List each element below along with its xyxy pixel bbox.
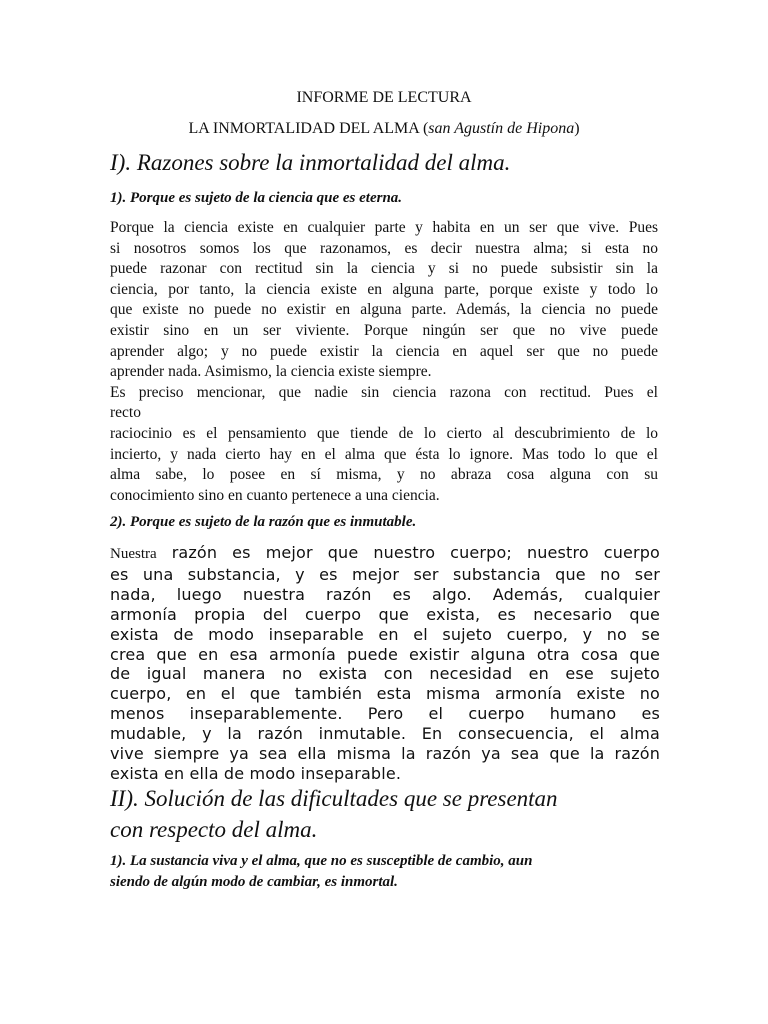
- paragraph-line: que existe no puede no existir en alguna parte. Además, la ciencia no puede: [110, 301, 658, 319]
- paragraph-line: menos inseparablemente. Pero el cuerpo humano es: [110, 704, 660, 724]
- section-heading-2-line-2: con respecto del alma.: [110, 817, 318, 842]
- paragraph-line: nada, luego nuestra razón es algo. Además, cualquier: [110, 584, 660, 604]
- paragraph-line: vive siempre ya sea ella misma la razón ya sea que la razón: [110, 744, 660, 764]
- paragraph-1: [110, 218, 658, 506]
- paragraph-line: exista en ella de modo inseparable.: [110, 763, 402, 783]
- paragraph-line: alma sabe, lo posee en sí misma, y no abraza cosa alguna con su: [110, 466, 658, 484]
- paragraph-line: aprender nada. Asimismo, la ciencia existe siempre.: [110, 363, 432, 381]
- paragraph-line: recto: [110, 404, 141, 422]
- paragraph-line: cuerpo, en el que también esta misma armonía existe no: [110, 684, 660, 704]
- paragraph-2: [110, 543, 660, 784]
- paragraph-line: puede razonar con rectitud sin la ciencia y si no puede subsistir sin la: [110, 260, 658, 278]
- subtitle-close: ): [574, 120, 580, 137]
- subsection-heading-2: 2). Porque es sujeto de la razón que es inmutable.: [110, 514, 417, 530]
- paragraph-first-word: Nuestra: [110, 546, 157, 562]
- paragraph-line: Es preciso mencionar, que nadie sin ciencia razona con rectitud. Pues el: [110, 383, 658, 401]
- paragraph-line: armonía propia del cuerpo que exista, es necesario que: [110, 604, 660, 624]
- paragraph-line: [110, 543, 660, 565]
- title-text: INFORME DE LECTURA: [296, 89, 472, 106]
- subtitle-main: LA INMORTALIDAD DEL ALMA (: [188, 120, 429, 137]
- paragraph-line: ciencia, por tanto, la ciencia existe en alguna parte, porque existe y todo lo: [110, 280, 658, 298]
- paragraph-line: de igual manera no exista con necesidad en ese sujeto: [110, 664, 660, 684]
- paragraph-line: aprender algo; y no puede existir la ciencia en aquel ser que no puede: [110, 342, 658, 360]
- paragraph-line: es una substancia, y es mejor ser substancia que no ser: [110, 564, 660, 584]
- section-heading-1: I). Razones sobre la inmortalidad del alma.: [110, 150, 511, 175]
- section-heading-2-line-1: II). Solución de las dificultades que se presentan: [110, 786, 558, 811]
- subsection-heading-3: [110, 851, 658, 893]
- paragraph-line: existir sino en un ser viviente. Porque ningún ser que no vive puede: [110, 321, 658, 339]
- paragraph-line: si nosotros somos los que razonamos, es decir nuestra alma; si esta no: [110, 239, 658, 257]
- paragraph-line: raciocinio es el pensamiento que tiende de lo cierto al descubrimiento de lo: [110, 424, 658, 442]
- paragraph-line: crea que en esa armonía puede existir alguna otra cosa que: [110, 644, 660, 664]
- paragraph-line-rest: razón es mejor que nuestro cuerpo; nuestro cuerpo: [156, 543, 660, 562]
- document-subtitle: [110, 119, 658, 139]
- subsection-heading-3-line-2: siendo de algún modo de cambiar, es inmortal.: [110, 874, 398, 890]
- paragraph-line: Porque la ciencia existe en cualquier parte y habita en un ser que vive. Pues: [110, 219, 658, 236]
- paragraph-line: incierto, y nada cierto hay en el alma que ésta lo ignore. Mas todo lo que el: [110, 445, 658, 463]
- document-title: [110, 88, 658, 108]
- paragraph-line: exista de modo inseparable en el sujeto cuerpo, y no se: [110, 624, 660, 644]
- section-heading-2: [110, 783, 658, 845]
- paragraph-line: conocimiento sino en cuanto pertenece a una ciencia.: [110, 486, 440, 504]
- subsection-heading-1: 1). Porque es sujeto de la ciencia que es eterna.: [110, 190, 403, 206]
- subtitle-author: san Agustín de Hipona: [428, 120, 575, 137]
- paragraph-line: mudable, y la razón inmutable. En consecuencia, el alma: [110, 724, 660, 744]
- subsection-heading-3-line-1: 1). La sustancia viva y el alma, que no es susceptible de cambio, aun: [110, 853, 533, 869]
